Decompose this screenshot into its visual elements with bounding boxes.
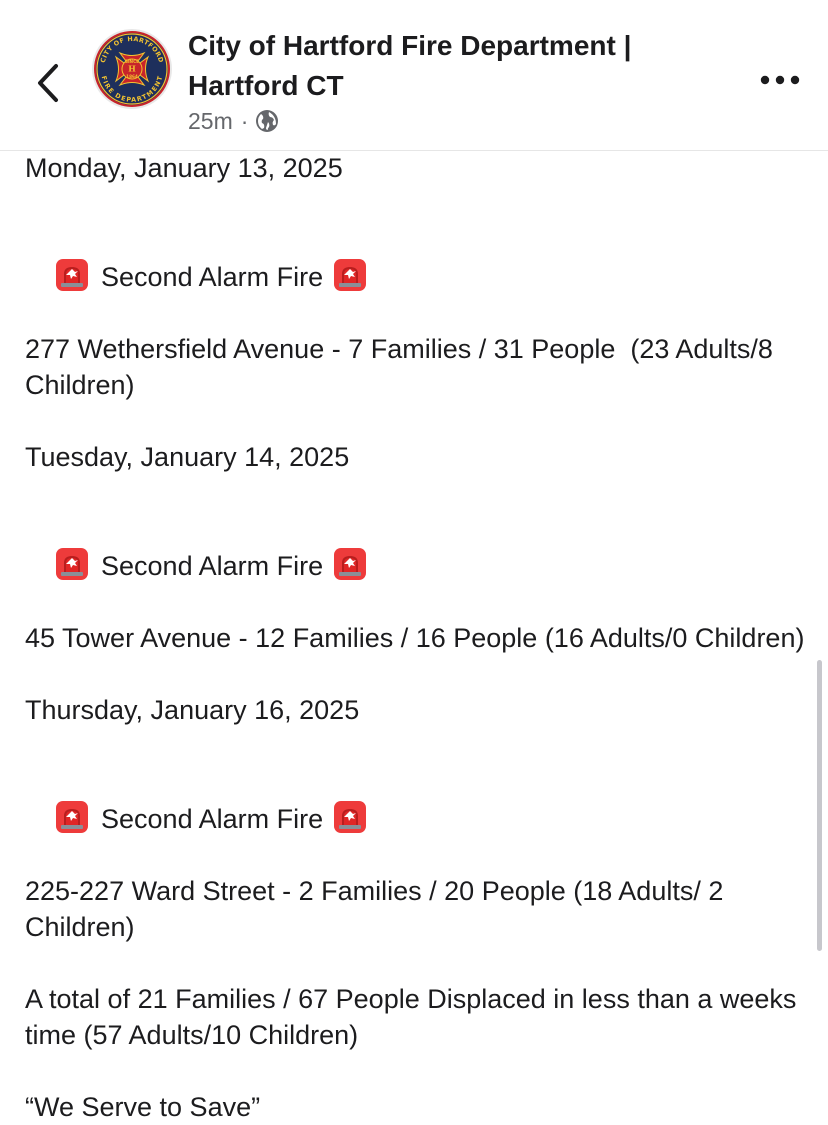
svg-text:SINCE: SINCE (124, 59, 140, 64)
police-light-icon (333, 547, 367, 581)
police-light-icon (333, 800, 367, 834)
incident-details: 45 Tower Avenue - 12 Families / 16 People (16 Adults/0 Children) (25, 623, 805, 653)
scrollbar[interactable] (817, 660, 822, 951)
svg-text:FIRE DEPARTMENT: FIRE DEPARTMENT (99, 74, 165, 104)
incident-alarm (25, 764, 805, 873)
post-meta (188, 106, 279, 136)
svg-text:CITY OF HARTFORD: CITY OF HARTFORD (98, 34, 166, 64)
chevron-left-icon (36, 63, 60, 103)
post-header (0, 0, 828, 151)
incident-alarm (25, 222, 805, 331)
police-light-icon (55, 547, 89, 581)
page-title-line1: City of Hartford Fire Department | (188, 30, 632, 61)
incident-date: Tuesday, January 14, 2025 (25, 442, 350, 472)
post-body (25, 150, 805, 1125)
incident-date: Monday, January 13, 2025 (25, 153, 343, 183)
page-title-line2: Hartford CT (188, 70, 344, 101)
police-light-icon (55, 800, 89, 834)
incident-details: 225-227 Ward Street - 2 Families / 20 People (18 Adults/ 2 Children) (25, 876, 731, 942)
meta-separator: · (240, 107, 249, 134)
incident-date: Thursday, January 16, 2025 (25, 695, 360, 725)
incident-alarm-title: Second Alarm Fire (101, 551, 324, 581)
globe-icon (255, 109, 279, 133)
police-light-icon (333, 258, 367, 292)
page-title[interactable] (188, 26, 728, 106)
incident-alarm (25, 511, 805, 620)
motto-text: “We Serve to Save” (25, 1092, 261, 1122)
more-options-button[interactable] (756, 62, 804, 98)
summary-text: A total of 21 Families / 67 People Displaced in less than a weeks time (57 Adults/10 Children) (25, 984, 804, 1050)
svg-text:H: H (128, 63, 136, 74)
svg-text:1864: 1864 (126, 74, 138, 79)
incident-details: 277 Wethersfield Avenue - 7 Families / 31 People (23 Adults/8 Children) (25, 334, 781, 400)
police-light-icon (55, 258, 89, 292)
incident-alarm-title: Second Alarm Fire (101, 262, 324, 292)
page-avatar[interactable] (91, 28, 173, 110)
post-timestamp[interactable]: 25m (188, 107, 233, 134)
more-horizontal-icon (760, 75, 800, 85)
back-button[interactable] (30, 60, 66, 106)
incident-alarm-title: Second Alarm Fire (101, 804, 324, 834)
